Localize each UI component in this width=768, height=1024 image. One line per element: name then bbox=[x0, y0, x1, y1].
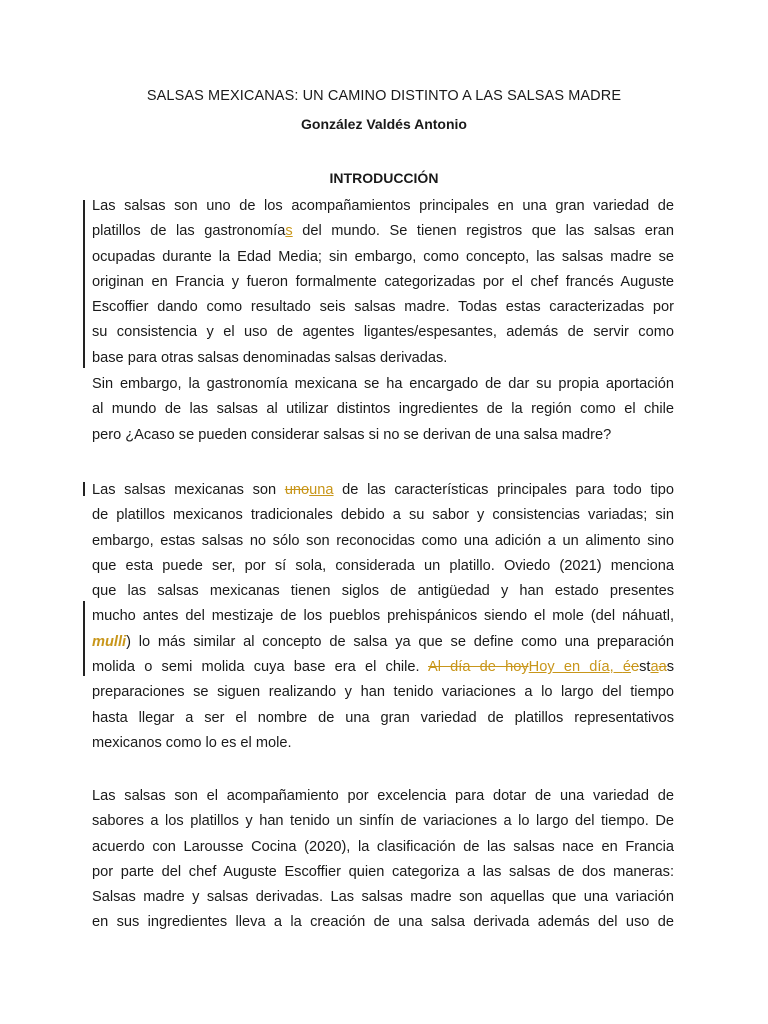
deleted-text: a bbox=[658, 659, 667, 676]
deleted-text: uno bbox=[284, 482, 310, 498]
deleted-text: e bbox=[630, 659, 640, 676]
text-line: al mundo de las salsas al utilizar distintos ingredientes de la región como el chile bbox=[92, 401, 674, 418]
text-line: hasta llegar a ser el nombre de una gran variedad de platillos representativos bbox=[92, 709, 674, 726]
text-line: Las salsas son uno de los acompañamientos principales en una gran variedad de bbox=[92, 198, 674, 214]
text-line: de platillos mexicanos tradicionales debido a su sabor y consistencias variadas; sin bbox=[92, 507, 674, 524]
body-paragraph bbox=[92, 478, 674, 756]
text-line: molida o semi molida cuya base era el chile. Al día de hoyHoy en día, éestaas bbox=[92, 659, 674, 676]
text-line: que las salsas mexicanas tienen siglos de antigüedad y han estado presentes bbox=[92, 583, 674, 600]
inserted-emphasis-text: mulli bbox=[92, 633, 127, 650]
document-title: SALSAS MEXICANAS: UN CAMINO DISTINTO A LAS SALSAS MADRE bbox=[146, 88, 622, 104]
inserted-text: é bbox=[622, 659, 631, 676]
document-author: González Valdés Antonio bbox=[301, 116, 467, 132]
section-heading: INTRODUCCIÓN bbox=[329, 170, 439, 186]
text-line: preparaciones se siguen realizando y han tenido variaciones a lo largo del tiempo bbox=[92, 684, 674, 701]
deleted-text: Al día de hoy bbox=[428, 659, 529, 676]
inserted-text: Hoy en día bbox=[528, 659, 610, 676]
text-line: base para otras salsas denominadas salsas derivadas. bbox=[92, 349, 448, 366]
change-bar bbox=[83, 601, 85, 676]
text-line: mexicanos como lo es el mole. bbox=[92, 734, 292, 751]
text-line: sabores a los platillos y han tenido un sinfín de variaciones a lo largo del tiempo. De bbox=[92, 813, 674, 830]
text-line: platillos de las gastronomías del mundo. Se tienen registros que las salsas eran bbox=[92, 223, 674, 240]
body-paragraph bbox=[92, 784, 674, 936]
text-line: acuerdo con Larousse Cocina (2020), la clasificación de las salsas nace en Francia bbox=[92, 838, 674, 855]
text-line: ocupadas durante la Edad Media; sin embargo, como concepto, las salsas madre se bbox=[92, 248, 674, 265]
text-line: Las salsas mexicanas son unouna de las características principales para todo tipo bbox=[92, 482, 674, 498]
inserted-text: una bbox=[309, 482, 334, 498]
text-line: embargo, estas salsas no sólo son reconocidas como una adición a un alimento sino bbox=[92, 532, 674, 549]
text-line: Sin embargo, la gastronomía mexicana se ha encargado de dar su propia aportación bbox=[92, 376, 674, 392]
text-line: por parte del chef Auguste Escoffier quien categoriza a las salsas de dos maneras: bbox=[92, 863, 674, 880]
body-paragraph bbox=[92, 194, 674, 371]
text-line: pero ¿Acaso se pueden considerar salsas si no se derivan de una salsa madre? bbox=[92, 426, 612, 443]
change-bar bbox=[83, 482, 85, 496]
text-line: en sus ingredientes lleva a la creación de una salsa derivada además del uso de bbox=[92, 914, 674, 931]
text-line: que esta puede ser, por sí sola, considerada un platillo. Oviedo (2021) menciona bbox=[92, 557, 674, 574]
text-line: Las salsas son el acompañamiento por excelencia para dotar de una variedad de bbox=[92, 788, 674, 804]
text-line: Escoffier dando como resultado seis salsas madre. Todas estas caracterizadas por bbox=[92, 299, 674, 316]
inserted-text: a bbox=[650, 659, 659, 676]
body-paragraph bbox=[92, 372, 674, 448]
inserted-text: , bbox=[609, 659, 623, 676]
text-line: originan en Francia y fueron formalmente categorizadas por el chef francés Auguste bbox=[92, 273, 674, 290]
text-line: Salsas madre y salsas derivadas. Las salsas madre son aquellas que una variación bbox=[92, 889, 674, 906]
inserted-text: s bbox=[285, 223, 293, 240]
text-line: su consistencia y el uso de agentes ligantes/espesantes, además de servir como bbox=[92, 324, 674, 341]
change-bar bbox=[83, 200, 85, 368]
text-line: mucho antes del mestizaje de los pueblos prehispánicos siendo el mole (del náhuatl, bbox=[92, 608, 674, 625]
text-line: mulli) lo más similar al concepto de salsa ya que se define como una preparación bbox=[92, 633, 674, 650]
